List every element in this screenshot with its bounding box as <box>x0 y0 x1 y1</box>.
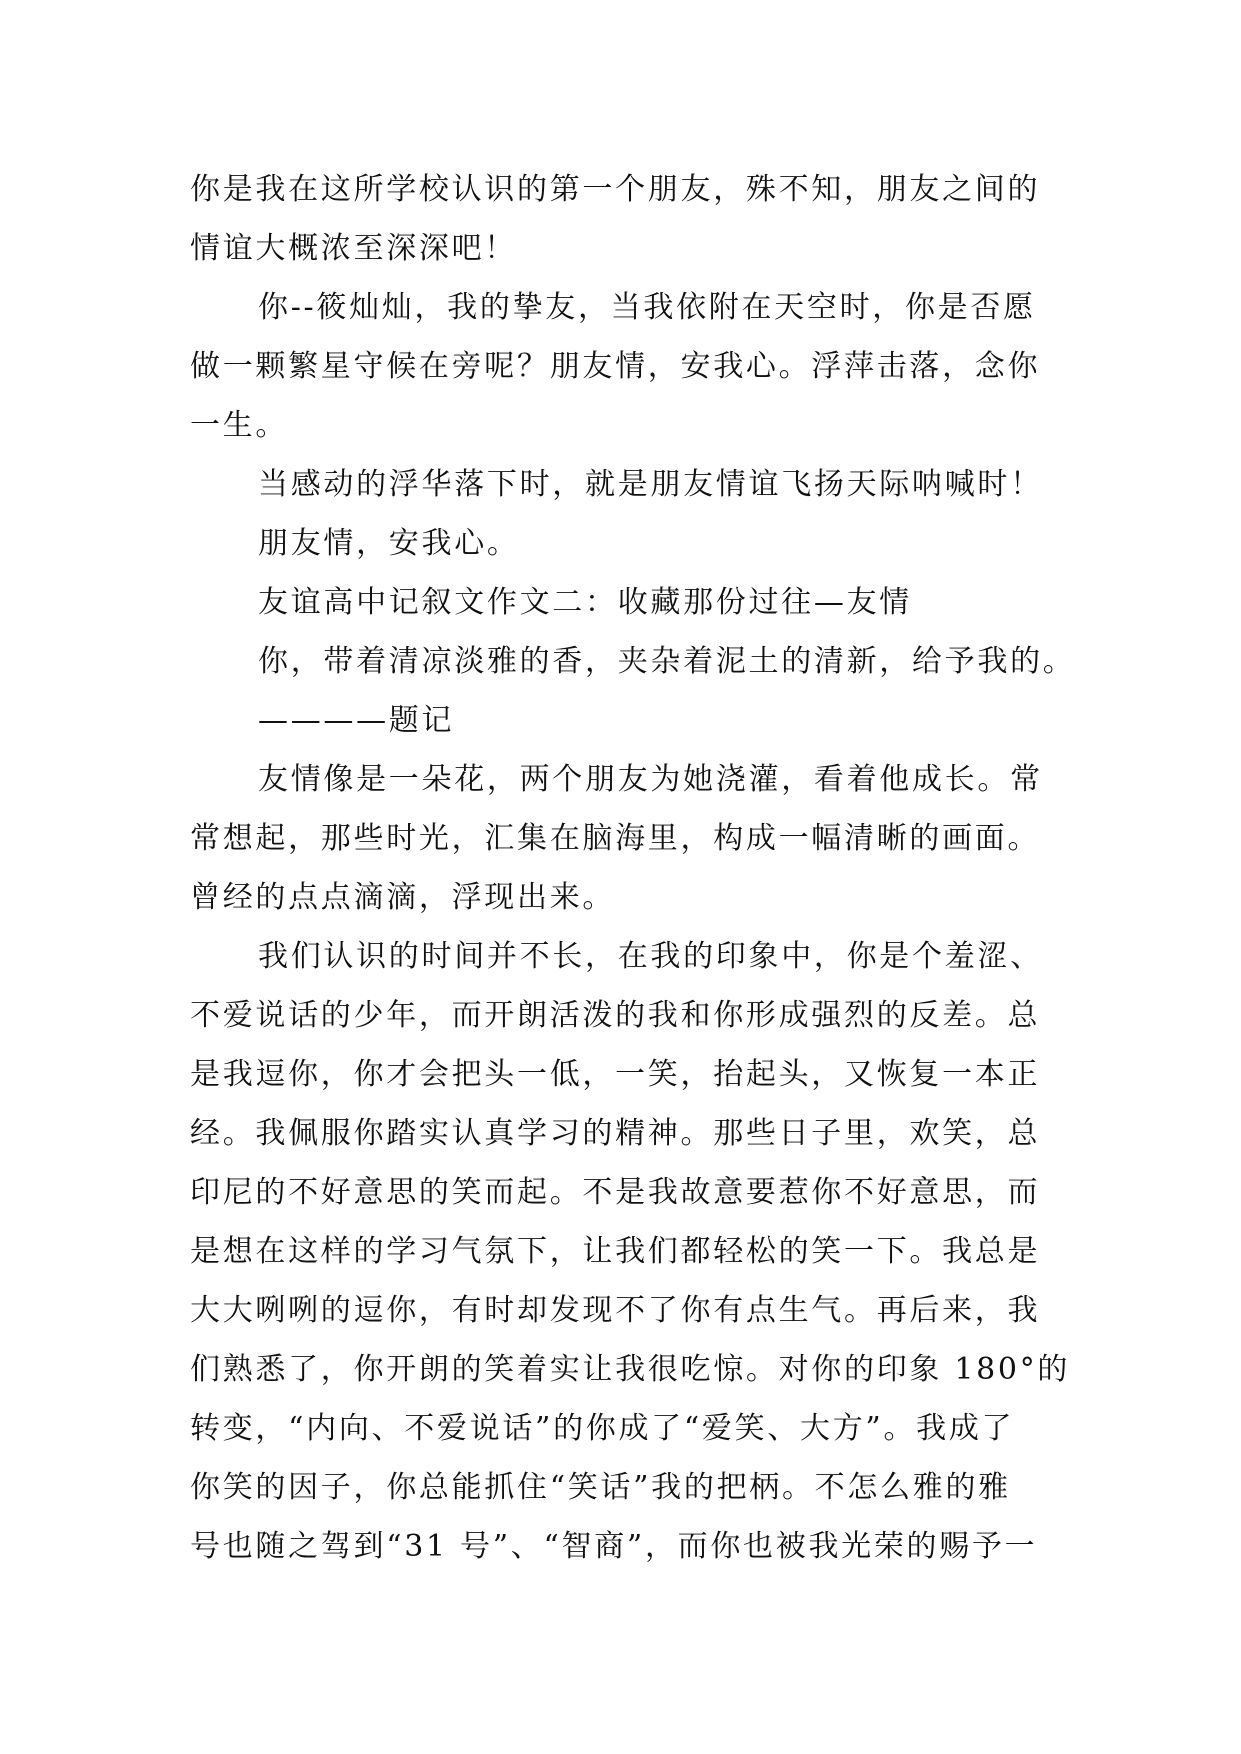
text-line: 大大咧咧的逗你，有时却发现不了你有点生气。再后来，我 <box>190 1293 1041 1328</box>
text-line: 你--筱灿灿，我的挚友，当我依附在天空时，你是否愿 <box>258 290 1036 325</box>
text-line: 朋友情，安我心。 <box>258 526 520 561</box>
text-line: 印尼的不好意思的笑而起。不是我故意要惹你不好意思，而 <box>190 1175 1041 1210</box>
text-line: 做一颗繁星守候在旁呢？朋友情，安我心。浮萍击落，念你 <box>190 349 1041 384</box>
text-line: 不爱说话的少年，而开朗活泼的我和你形成强烈的反差。总 <box>190 998 1041 1033</box>
text-line: 情谊大概浓至深深吧！ <box>190 231 517 266</box>
text-line: 当感动的浮华落下时，就是朋友情谊飞扬天际呐喊时！ <box>258 467 1043 502</box>
text-line: 常想起，那些时光，汇集在脑海里，构成一幅清晰的画面。 <box>190 821 1041 856</box>
text-line: 曾经的点点滴滴，浮现出来。 <box>190 880 616 915</box>
body-text <box>190 160 1076 1576</box>
text-line: 号也随之驾到“31 号”、“智商”，而你也被我光荣的赐予一 <box>190 1529 1038 1564</box>
text-line: 一生。 <box>190 408 289 443</box>
text-line: 经。我佩服你踏实认真学习的精神。那些日子里，欢笑，总 <box>190 1116 1041 1151</box>
text-line: 们熟悉了，你开朗的笑着实让我很吃惊。对你的印象 180°的 <box>190 1352 1071 1387</box>
text-line: 是想在这样的学习气氛下，让我们都轻松的笑一下。我总是 <box>190 1234 1041 1269</box>
text-line: 友情像是一朵花，两个朋友为她浇灌，看着他成长。常 <box>258 762 1043 797</box>
text-line: 你是我在这所学校认识的第一个朋友，殊不知，朋友之间的 <box>190 172 1041 207</box>
text-line: 我们认识的时间并不长，在我的印象中，你是个羞涩、 <box>258 939 1043 974</box>
text-line: 转变，“内向、不爱说话”的你成了“爱笑、大方”。我成了 <box>190 1411 1015 1446</box>
text-line: 你笑的因子，你总能抓住“笑话”我的把柄。不怎么雅的雅 <box>190 1470 1011 1505</box>
epigraph-line: 你，带着清凉淡雅的香，夹杂着泥土的清新，给予我的。 <box>258 644 1076 679</box>
text-line: 是我逗你，你才会把头一低，一笑，抬起头，又恢复一本正 <box>190 1057 1041 1092</box>
section-heading: 友谊高中记叙文作文二：收藏那份过往—友情 <box>258 585 912 620</box>
epigraph-attribution: ————题记 <box>258 703 455 738</box>
